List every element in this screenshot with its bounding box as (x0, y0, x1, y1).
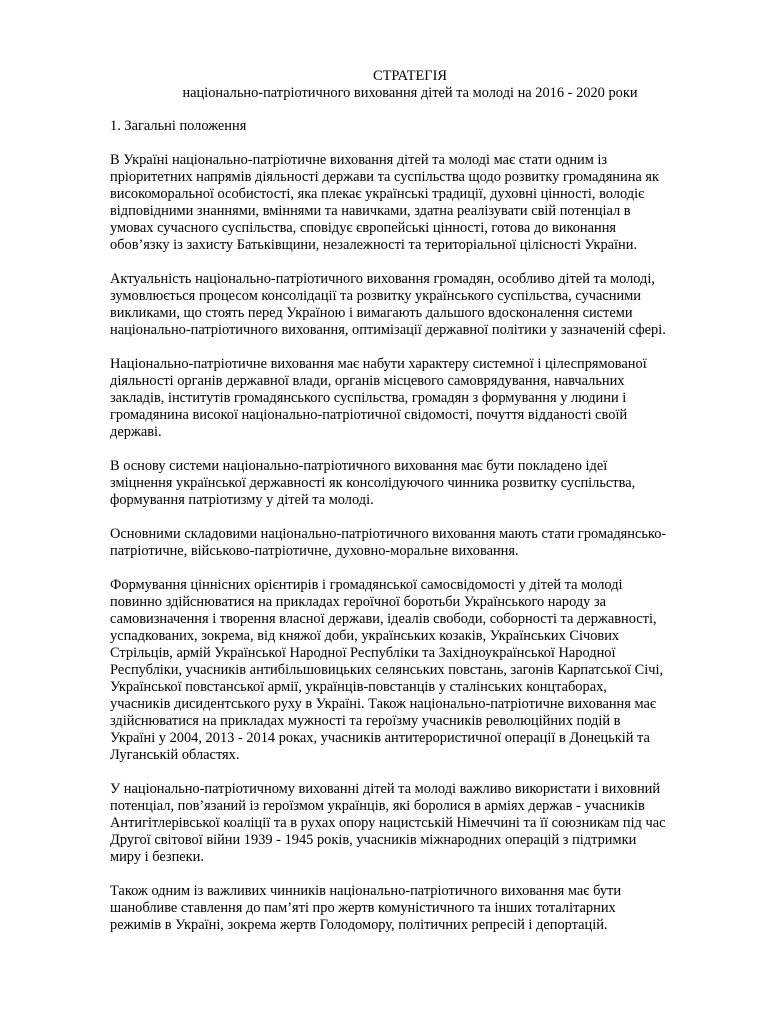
paragraph-line: самовизначення і творення власної держави, ідеалів свободи, соборності та державності, (110, 611, 657, 627)
paragraph-line: Національно-патріотичне виховання має набути характеру системної і цілеспрямованої (110, 356, 647, 372)
paragraph-line: Луганській областях. (110, 747, 240, 763)
paragraph-line: миру і безпеки. (110, 849, 204, 865)
paragraph-line: високоморальної особистості, яка плекає українські традиції, духовні цінності, володіє (110, 186, 645, 202)
paragraph-line: зумовлюється процесом консолідації та розвитку українського суспільства, сучасними (110, 288, 641, 304)
paragraph-line: учасників дисидентського руху в Україні. Також національно-патріотичне виховання має (110, 696, 657, 712)
paragraph (110, 526, 730, 560)
paragraph-line: Другої світової війни 1939 - 1945 років, учасників міжнародних операцій з підтримки (110, 832, 637, 848)
paragraph-line: В Україні національно-патріотичне виховання дітей та молоді має стати одним із (110, 152, 608, 168)
paragraph-line: національно-патріотичного виховання, оптимізації державної політики у зазначеній сфері. (110, 322, 666, 338)
paragraph-line: повинно здійснюватися на прикладах героїчної боротьби Українського народу за (110, 594, 607, 610)
paragraph-line: викликами, що стоять перед Україною і вимагають дальшого вдосконалення системи (110, 305, 633, 321)
paragraph-line: умовах сучасного суспільства, сповідує європейські цінності, готова до виконання (110, 220, 617, 236)
paragraph (110, 271, 730, 339)
paragraph-line: державі. (110, 424, 162, 440)
paragraph (110, 883, 730, 934)
paragraph-line: Основними складовими національно-патріотичного виховання мають стати громадянсько- (110, 526, 667, 542)
paragraph-line: Республіки, учасників антибільшовицьких селянських повстань, загонів Карпатської Січі, (110, 662, 664, 678)
paragraph (110, 781, 730, 866)
paragraph-line: Стрільців, армій Української Народної Республіки та Західноукраїнської Народної (110, 645, 616, 661)
paragraph-line: громадянина високої національно-патріотичної свідомості, почуття відданості своїй (110, 407, 628, 423)
paragraph-line: В основу системи національно-патріотичного виховання має бути покладено ідеї (110, 458, 608, 474)
paragraph-list (110, 152, 730, 934)
document-subtitle: національно-патріотичного виховання дітей та молоді на 2016 - 2020 роки (182, 85, 638, 101)
paragraph-line: Української повстанської армії, українців-повстанців у сталінських концтаборах, (110, 679, 607, 695)
paragraph-line: Формування ціннісних орієнтирів і громадянської самосвідомості у дітей та молоді (110, 577, 623, 593)
paragraph-line: формування патріотизму у дітей та молоді. (110, 492, 374, 508)
paragraph-line: діяльності органів державної влади, органів місцевого самоврядування, навчальних (110, 373, 625, 389)
paragraph (110, 152, 730, 254)
paragraph-line: потенціал, пов’язаний із героїзмом українців, які боролися в арміях держав - учасників (110, 798, 645, 814)
paragraph-line: Антигітлерівської коаліції та в рухах опору нацистській Німеччині та її союзникам під час (110, 815, 666, 831)
paragraph-line: зміцнення української державності як консолідуючого чинника розвитку суспільства, (110, 475, 636, 491)
paragraph (110, 458, 730, 509)
paragraph-line: Україні у 2004, 2013 - 2014 роках, учасників антитерористичної операції в Донецькій та (110, 730, 650, 746)
paragraph-line: У національно-патріотичному вихованні дітей та молоді важливо використати і виховний (110, 781, 661, 797)
paragraph-line: Актуальність національно-патріотичного виховання громадян, особливо дітей та молоді, (110, 271, 655, 287)
paragraph-line: успадкованих, зокрема, від княжої доби, українських козаків, Українських Січових (110, 628, 620, 644)
paragraph-line: закладів, інститутів громадянського суспільства, громадян з формування у людини і (110, 390, 627, 406)
paragraph-line: здійснюватися на прикладах мужності та героїзму учасників революційних подій в (110, 713, 621, 729)
section-heading: 1. Загальні положення (110, 118, 247, 134)
paragraph-line: відповідними знаннями, вміннями та навичками, здатна реалізувати свій потенціал в (110, 203, 631, 219)
document-title-block (110, 68, 710, 102)
paragraph (110, 356, 730, 441)
paragraph-line: шанобливе ставлення до пам’яті про жертв комуністичного та інших тоталітарних (110, 900, 616, 916)
paragraph-line: режимів в Україні, зокрема жертв Голодомору, політичних репресій і депортацій. (110, 917, 608, 933)
paragraph-line: обов’язку із захисту Батьківщини, незалежності та територіальної цілісності України. (110, 237, 638, 253)
paragraph (110, 577, 730, 764)
paragraph-line: Також одним із важливих чинників національно-патріотичного виховання має бути (110, 883, 622, 899)
paragraph-line: патріотичне, військово-патріотичне, духовно-моральне виховання. (110, 543, 519, 559)
document-title: СТРАТЕГІЯ (373, 68, 447, 84)
document-body (110, 118, 730, 934)
paragraph-line: пріоритетних напрямів діяльності держави та суспільства щодо розвитку громадянина як (110, 169, 660, 185)
